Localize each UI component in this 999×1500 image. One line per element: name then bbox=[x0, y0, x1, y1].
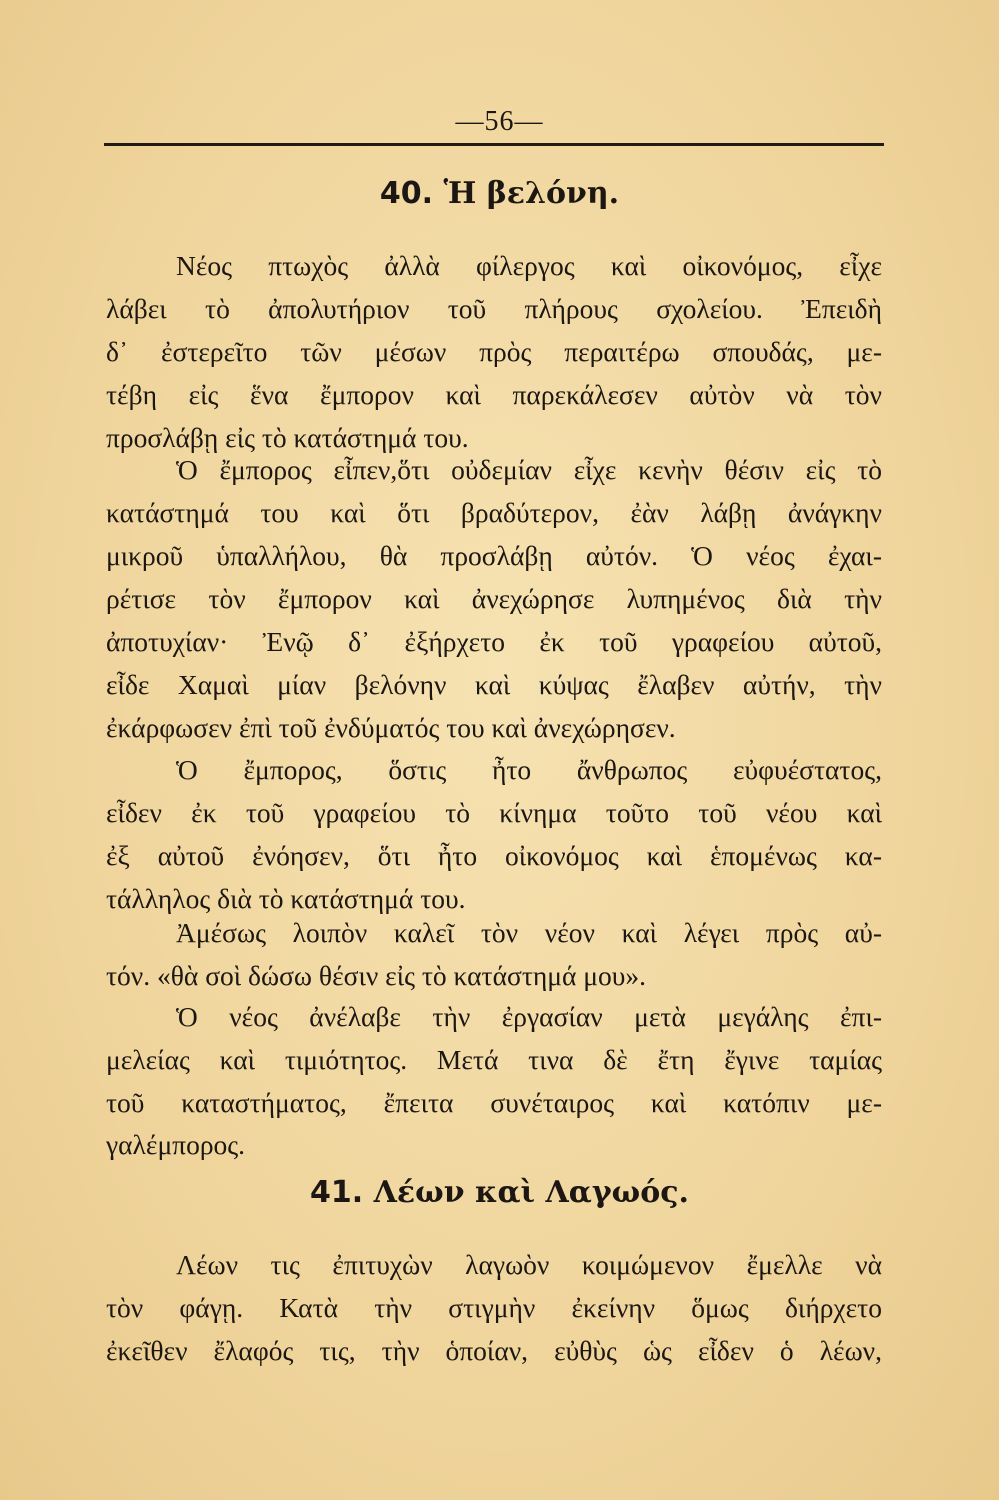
text-line: ἐκάρφωσεν ἐπὶ τοῦ ἐνδύματός του καὶ ἀνεχώρησεν. bbox=[106, 712, 676, 743]
text-line: εἶδε Χαμαὶ μίαν βελόνην καὶ κύψας ἔλαβεν αὐτήν, τὴν bbox=[106, 669, 882, 700]
story-41-heading bbox=[0, 1175, 999, 1210]
text-line: μελείας καὶ τιμιότητος. Μετά τινα δὲ ἔτη ἔγινε ταμίας bbox=[106, 1044, 882, 1075]
text-line: Λέων τις ἐπιτυχὼν λαγωὸν κοιμώμενον ἔμελλε νὰ bbox=[176, 1249, 882, 1280]
header-rule bbox=[104, 143, 884, 146]
text-line: τέβη εἰς ἕνα ἔμπορον καὶ παρεκάλεσεν αὐτὸν νὰ τὸν bbox=[106, 379, 882, 410]
text-line: τὸν φάγῃ. Κατὰ τὴν στιγμὴν ἐκείνην ὅμως διήρχετο bbox=[106, 1292, 882, 1323]
text-line: Ὁ νέος ἀνέλαβε τὴν ἐργασίαν μετὰ μεγάλης ἐπι- bbox=[176, 1001, 882, 1032]
text-line: κατάστημά του καὶ ὅτι βραδύτερον, ἐὰν λάβῃ ἀνάγκην bbox=[106, 497, 882, 528]
text-line: γαλέμπορος. bbox=[106, 1129, 246, 1160]
text-line: Νέος πτωχὸς ἀλλὰ φίλεργος καὶ οἰκονόμος, εἶχε bbox=[176, 250, 882, 281]
text-line: Ἀμέσως λοιπὸν καλεῖ τὸν νέον καὶ λέγει πρὸς αὐ- bbox=[176, 917, 882, 948]
text-line: μικροῦ ὑπαλλήλου, θὰ προσλάβῃ αὐτόν. Ὁ νέος ἐχαι- bbox=[106, 540, 882, 571]
text-line: ἐκεῖθεν ἔλαφός τις, τὴν ὁποίαν, εὐθὺς ὡς εἶδεν ὁ λέων, bbox=[106, 1335, 882, 1366]
text-line: Ὁ ἔμπορος εἶπεν,ὅτι οὐδεμίαν εἶχε κενὴν θέσιν εἰς τὸ bbox=[176, 454, 882, 485]
text-line: λάβει τὸ ἀπολυτήριον τοῦ πλήρους σχολείου. Ἐπειδὴ bbox=[106, 293, 882, 324]
story-40-number: 40. bbox=[379, 176, 434, 211]
story-40-heading bbox=[0, 176, 999, 211]
text-line: τάλληλος διὰ τὸ κατάστημά του. bbox=[106, 883, 466, 914]
story-41-title: Λέων καὶ Λαγωός. bbox=[373, 1175, 689, 1210]
text-line: προσλάβῃ εἰς τὸ κατάστημά του. bbox=[106, 422, 469, 453]
text-line: τοῦ καταστήματος, ἔπειτα συνέταιρος καὶ κατόπιν με- bbox=[106, 1087, 882, 1118]
story-41-number: 41. bbox=[310, 1175, 364, 1210]
text-line: τόν. «θὰ σοὶ δώσω θέσιν εἰς τὸ κατάστημά μου». bbox=[106, 960, 647, 991]
text-line: Ὁ ἔμπορος, ὅστις ἦτο ἄνθρωπος εὐφυέστατος, bbox=[176, 754, 882, 785]
story-40-title: Ἡ βελόνη. bbox=[443, 176, 620, 211]
text-line: ἀποτυχίαν· Ἐνῷ δ᾿ ἐξήρχετο ἐκ τοῦ γραφείου αὐτοῦ, bbox=[106, 626, 882, 657]
text-line: ἐξ αὐτοῦ ἐνόησεν, ὅτι ἦτο οἰκονόμος καὶ ἑπομένως κα- bbox=[106, 840, 882, 871]
text-line: δ᾿ ἐστερεῖτο τῶν μέσων πρὸς περαιτέρω σπουδάς, με- bbox=[106, 336, 882, 367]
page-number: —56— bbox=[455, 106, 544, 137]
text-line: ρέτισε τὸν ἔμπορον καὶ ἀνεχώρησε λυπημένος διὰ τὴν bbox=[106, 583, 882, 614]
text-line: εἶδεν ἐκ τοῦ γραφείου τὸ κίνημα τοῦτο τοῦ νέου καὶ bbox=[106, 797, 882, 828]
